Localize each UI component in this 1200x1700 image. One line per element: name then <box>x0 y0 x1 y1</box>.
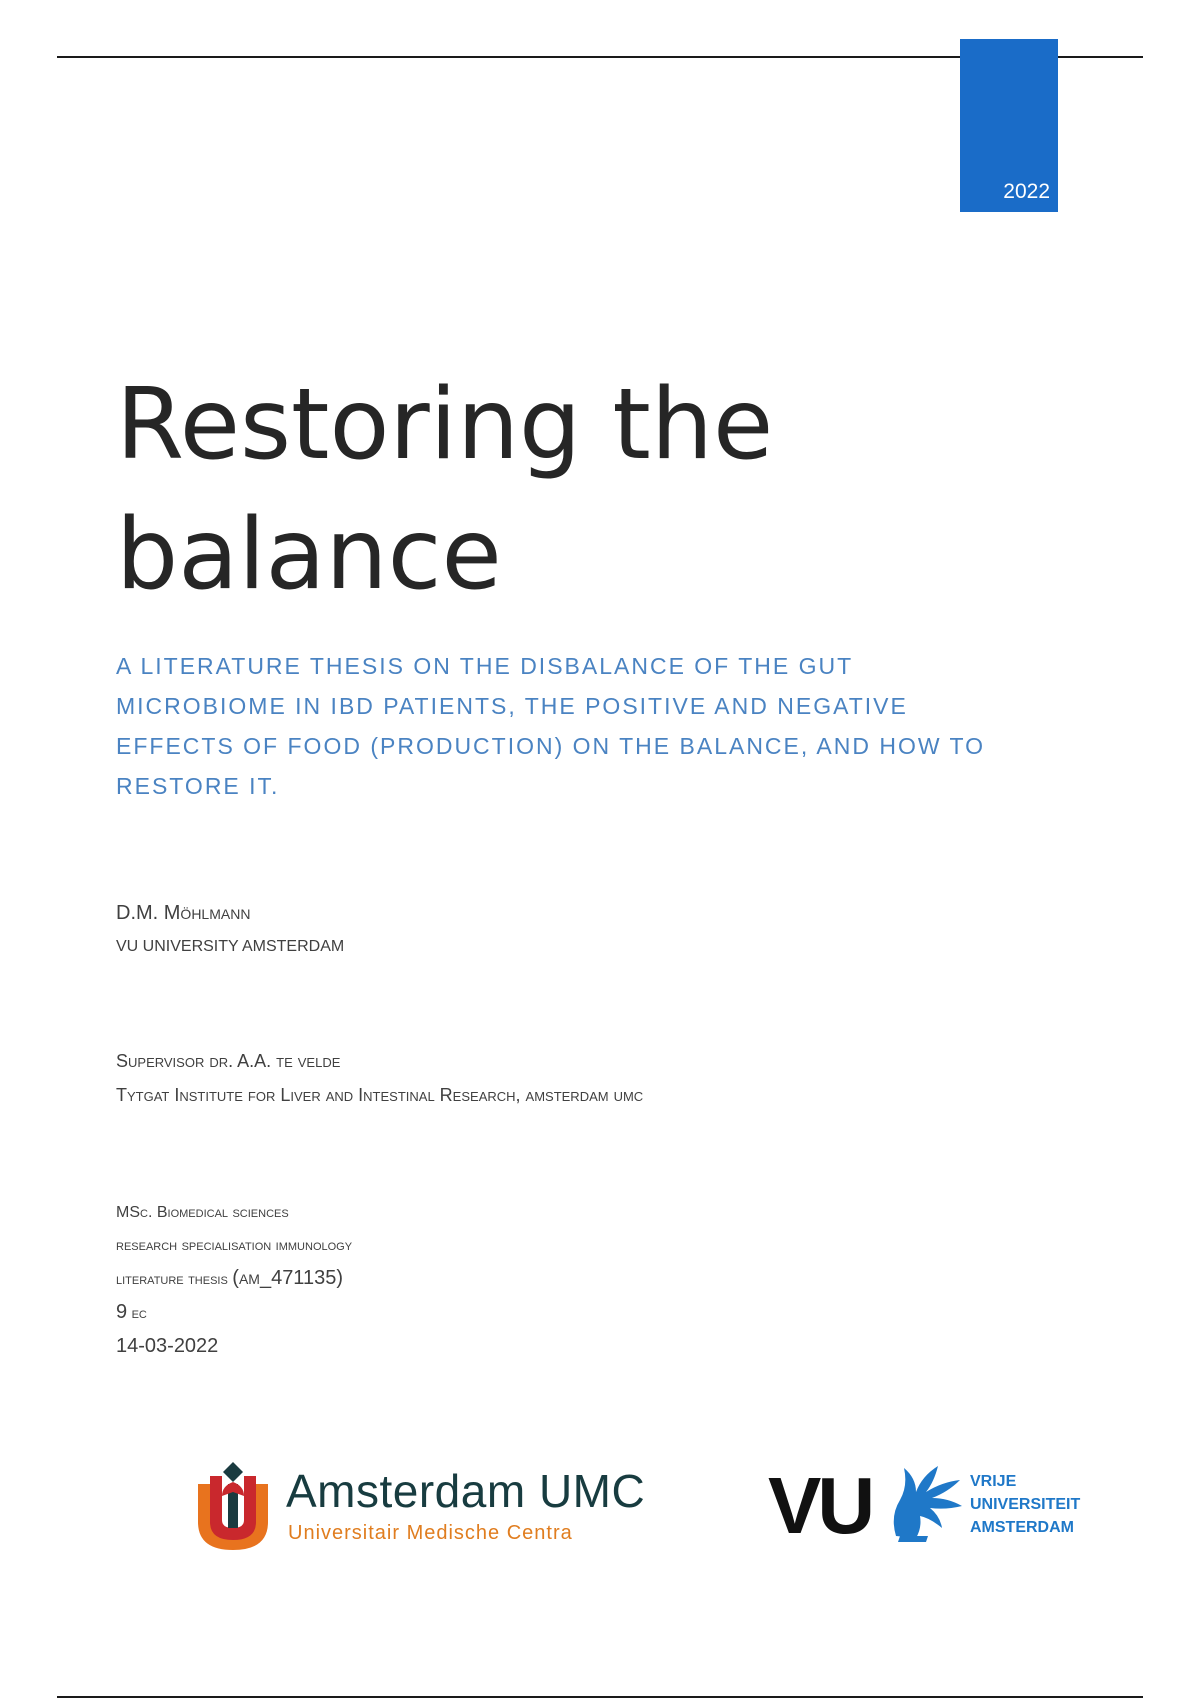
vu-word-2: UNIVERSITEIT <box>970 1496 1081 1513</box>
thesis-code: (am_471135) <box>232 1267 343 1289</box>
umc-subtitle: Universitair Medische Centra <box>288 1522 573 1544</box>
supervisor-block <box>116 1044 643 1112</box>
thesis-line <box>116 1262 352 1296</box>
year-tab <box>960 39 1058 212</box>
bottom-rule <box>57 1696 1143 1698</box>
logos-area <box>178 1370 1118 1660</box>
document-title: Restoring the balance <box>116 368 774 612</box>
thesis-date: 14-03-2022 <box>116 1335 219 1357</box>
vu-word-3: AMSTERDAM <box>970 1519 1074 1536</box>
degree-label: MSc. Biomedical sciences <box>116 1204 289 1221</box>
amsterdam-umc-logo <box>196 1462 696 1562</box>
credits-line <box>116 1296 352 1330</box>
credits-number: 9 <box>116 1301 128 1323</box>
credits-unit: ec <box>131 1305 147 1322</box>
tulip-icon <box>196 1462 270 1552</box>
year-label: 2022 <box>1003 180 1050 203</box>
program-block <box>116 1196 352 1363</box>
griffin-icon <box>886 1456 966 1542</box>
specialisation-label: research specialisation immunology <box>116 1237 353 1254</box>
vu-letters: VU <box>768 1461 872 1550</box>
vu-word-1: VRIJE <box>970 1473 1017 1490</box>
umc-name: Amsterdam UMC <box>286 1465 646 1517</box>
supervisor-institute: Tytgat Institute for Liver and Intestinal Research, amsterdam umc <box>116 1085 644 1105</box>
author-name: D.M. Möhlmann <box>116 902 251 924</box>
thesis-prefix: literature thesis <box>116 1271 228 1288</box>
author-affiliation: VU UNIVERSITY AMSTERDAM <box>116 938 345 955</box>
document-subtitle: A LITERATURE THESIS ON THE DISBALANCE OF THE GUT MICROBIOME IN IBD PATIENTS, THE POSITIVE AND NEGATIVE EFFECTS OF FOOD (PRODUCTION) ON THE BALANCE, AND HOW TO RESTORE IT. <box>116 653 986 799</box>
vu-amsterdam-logo <box>768 1456 1108 1556</box>
author-block <box>116 896 344 964</box>
supervisor-name: Supervisor dr. A.A. te velde <box>116 1051 341 1071</box>
vu-wordmark <box>970 1470 1080 1539</box>
